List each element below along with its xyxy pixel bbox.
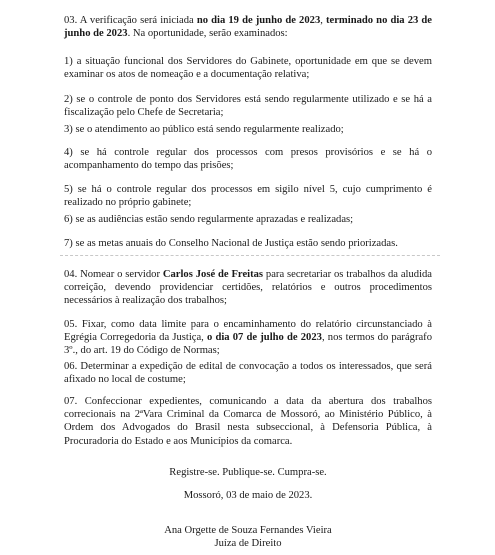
subitem-3: 3) se o atendimento ao público está sendo regularmente realizado;	[64, 124, 344, 135]
subitem-1: 1) a situação funcional dos Servidores do Gabinete, oportunidade em que se devem examinar os atos de nomeação e a documentação relativa;	[64, 56, 432, 81]
signer-name: Ana Orgette de Souza Fernandes Vieira	[164, 525, 332, 536]
item-04-servant-name: Carlos José de Freitas	[162, 269, 264, 280]
item-03-text: 03. A verificação será iniciada	[64, 15, 197, 26]
item-05-paragraph	[64, 318, 432, 358]
item-07-paragraph: 07. Confeccionar expedientes, comunicando a data da abertura dos trabalhos correcionais na 2ªVara Criminal da Comarca de Mossoró, ao Ministério Público, à Ordem dos Advogados do Brasil nesta subseccional, à Defensoria Pública, à Procuradoria do Estado e aos Municípios da comarca.	[64, 396, 432, 447]
item-05-text: 05. Fixar, como data limite para o encaminhamento do relatório circunstanciado à Egrégia Corregedoria da Justiça,	[64, 319, 432, 344]
place-and-date: Mossoró, 03 de maio de 2023.	[183, 490, 313, 501]
item-04-paragraph	[64, 268, 432, 308]
subitem-5: 5) se há o controle regular dos processos em sigilo nível 5, cujo cumprimento é realizado no próprio gabinete;	[64, 184, 432, 209]
subitem-6: 6) se as audiências estão sendo regularmente aprazadas e realizadas;	[64, 214, 354, 225]
item-04-text: 04. Nomear o servidor	[64, 269, 163, 280]
separator-line	[60, 255, 440, 256]
subitem-2: 2) se o controle de ponto dos Servidores está sendo regularmente utilizado e se há a fiscalização pelo Chefe de Secretaria;	[64, 94, 432, 119]
item-03-end-date: terminado no dia 23 de junho de 2023	[64, 15, 432, 40]
closing-formula: Registre-se. Publique-se. Cumpra-se.	[169, 467, 327, 478]
item-03-paragraph	[64, 14, 432, 40]
item-03-separator: ,	[320, 15, 326, 26]
item-05-text-end: , nos termos do parágrafo 3º., do art. 19 do Código de Normas;	[64, 332, 432, 357]
item-06-paragraph: 06. Determinar a expedição de edital de convocação a todos os interessados, que será afixado no local de costume;	[64, 361, 432, 386]
item-04-text-end: para secretariar os trabalhos da aludida correição, devendo providenciar certidões, relatórios e outros procedimentos necessários à realização dos trabalhos;	[64, 269, 433, 307]
signer-title: Juíza de Direito	[214, 538, 282, 549]
item-03-start-date: no dia 19 de junho de 2023	[196, 15, 321, 26]
subitem-4: 4) se há controle regular dos processos com presos provisórios e se há o acompanhamento do tempo das prisões;	[64, 147, 432, 172]
subitem-7: 7) se as metas anuais do Conselho Nacional de Justiça estão sendo priorizadas.	[64, 238, 398, 249]
item-05-deadline: o dia 07 de julho de 2023	[206, 332, 322, 344]
item-03-text-end: . Na oportunidade, serão examinados:	[127, 28, 288, 40]
